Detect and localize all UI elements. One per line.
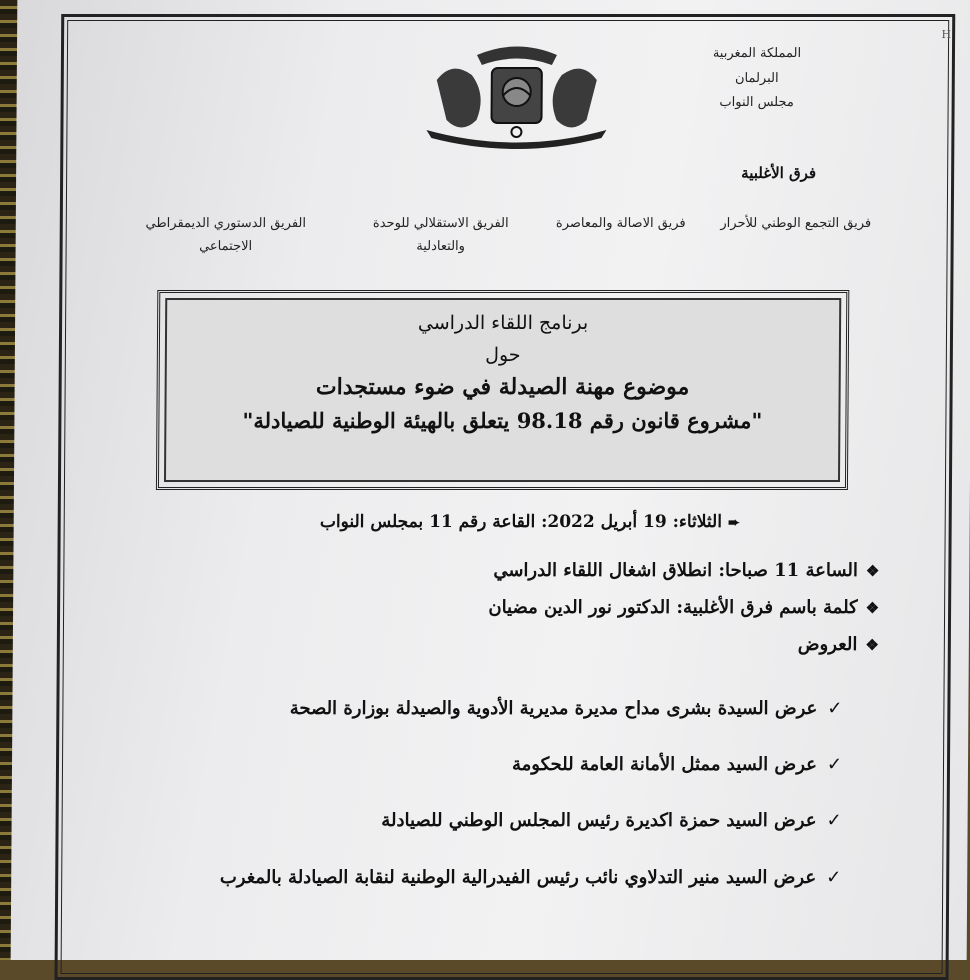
agenda-item bbox=[159, 634, 879, 655]
program-title-box bbox=[156, 290, 849, 490]
agenda-item bbox=[159, 597, 879, 618]
moroccan-coat-of-arms-emblem bbox=[416, 40, 617, 150]
presentation-text: عرض السيد منير التدلاوي نائب رئيس الفيدرالية الوطنية لنقابة الصيادلة بالمغرب bbox=[219, 866, 817, 888]
group-name: الفريق الاستقلالي للوحدة والتعادلية bbox=[372, 216, 509, 255]
event-date-text: الثلاثاء: 19 أبريل 2022: القاعة رقم 11 بمجلس النواب bbox=[319, 512, 723, 532]
checkmark-icon: ✓ bbox=[827, 698, 843, 719]
arrow-bullet-icon: ➨ bbox=[727, 515, 740, 531]
document-page bbox=[11, 0, 970, 960]
event-date-line bbox=[320, 512, 740, 532]
presentation-item bbox=[141, 804, 841, 838]
checkmark-icon: ✓ bbox=[826, 754, 843, 776]
agenda-item-text: العروض bbox=[797, 634, 858, 655]
kingdom-header bbox=[667, 42, 848, 116]
presentation-item bbox=[142, 748, 842, 782]
presentation-text: عرض السيد ممثل الأمانة العامة للحكومة bbox=[511, 754, 817, 776]
agenda-item bbox=[159, 560, 879, 581]
diamond-bullet-icon: ❖ bbox=[865, 636, 879, 654]
program-about: حول bbox=[485, 344, 521, 366]
presentation-text: عرض السيدة بشرى مداح مديرة مديرية الأدوية والصيدلة بوزارة الصحة bbox=[289, 698, 818, 719]
agenda-item-text: كلمة باسم فرق الأغلبية: الدكتور نور الدين مضيان bbox=[488, 597, 858, 618]
program-topic: موضوع مهنة الصيدلة في ضوء مستجدات bbox=[315, 374, 690, 400]
diamond-bullet-icon: ❖ bbox=[865, 562, 880, 580]
presentations-list bbox=[141, 692, 843, 917]
agenda-list bbox=[159, 560, 880, 671]
group-name: فريق الاصالة والمعاصرة bbox=[555, 216, 686, 231]
diamond-bullet-icon: ❖ bbox=[865, 599, 880, 617]
checkmark-icon: ✓ bbox=[826, 810, 842, 832]
program-title: برنامج اللقاء الدراسي bbox=[417, 312, 589, 334]
presentation-text: عرض السيد حمزة اكديرة رئيس المجلس الوطني للصيادلة bbox=[381, 810, 817, 832]
group-name: الفريق الدستوري الديمقراطي الاجتماعي bbox=[145, 216, 307, 255]
checkmark-icon: ✓ bbox=[826, 866, 842, 888]
parliament-name: البرلمان bbox=[734, 70, 779, 86]
majority-groups-heading: فرق الأغلبية bbox=[741, 164, 817, 182]
presentation-item bbox=[142, 692, 842, 726]
kingdom-name: المملكة المغربية bbox=[712, 46, 802, 61]
house-name: مجلس النواب bbox=[719, 95, 794, 111]
corner-mark: H bbox=[941, 28, 952, 41]
group-name: فريق التجمع الوطني للأحرار bbox=[720, 216, 872, 231]
agenda-item-text: الساعة 11 صباحا: انطلاق اشغال اللقاء الدراسي bbox=[493, 560, 858, 581]
program-bill: "مشروع قانون رقم 98.18 يتعلق بالهيئة الوطنية للصيادلة" bbox=[242, 408, 763, 433]
presentation-item bbox=[141, 861, 841, 895]
parliamentary-groups bbox=[115, 212, 885, 282]
